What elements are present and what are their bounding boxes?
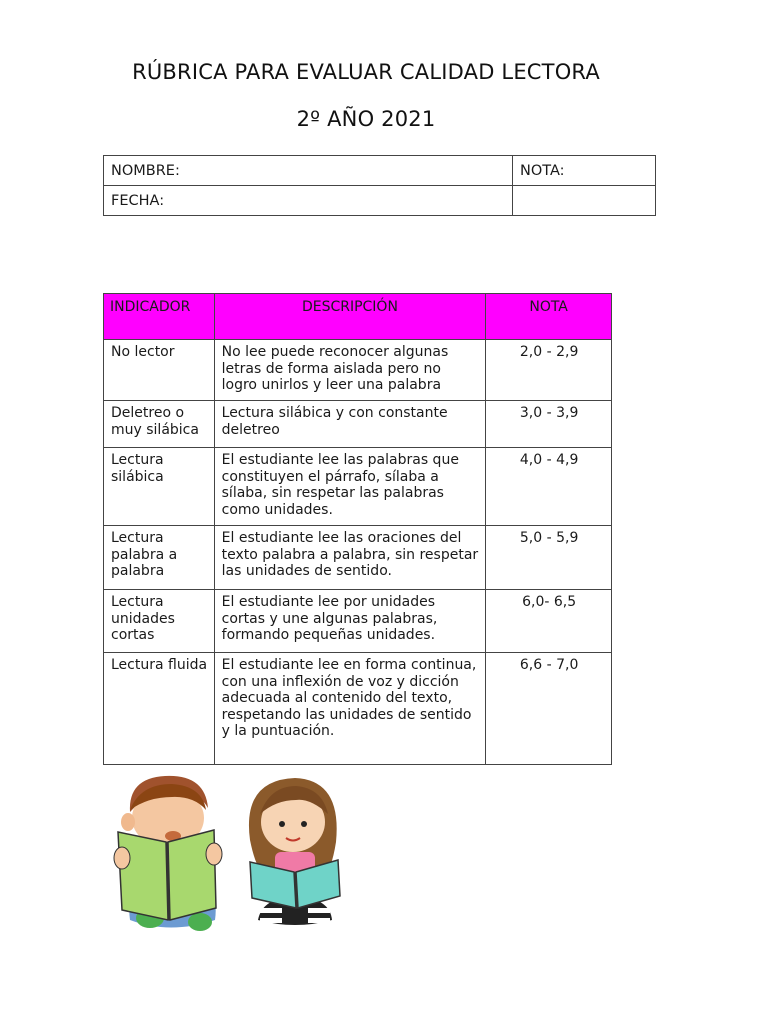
date-field[interactable]	[104, 186, 513, 216]
grade-label: NOTA:	[520, 162, 565, 179]
indicator-cell: Lectura palabra a palabra	[104, 526, 215, 590]
date-label: FECHA:	[111, 192, 165, 209]
grade-range-cell: 4,0 - 4,9	[486, 448, 612, 526]
grade-header: NOTA	[486, 294, 612, 340]
description-cell: El estudiante lee las palabras que constituyen el párrafo, sílaba a sílaba, sin respetar las palabras como unidades.	[214, 448, 486, 526]
children-reading-illustration	[110, 770, 370, 940]
indicator-cell: Lectura fluida	[104, 653, 215, 765]
document-subtitle: 2º AÑO 2021	[296, 107, 436, 131]
rubric-table	[103, 293, 612, 765]
description-cell: El estudiante lee en forma continua, con una inflexión de voz y dicción adecuada al contenido del texto, respetando las unidades de sentido y la puntuación.	[214, 653, 486, 765]
rubric-row	[104, 526, 612, 590]
rubric-row	[104, 590, 612, 653]
boy-reading-icon	[114, 776, 222, 931]
document-title: RÚBRICA PARA EVALUAR CALIDAD LECTORA	[132, 60, 600, 84]
indicator-cell: Lectura silábica	[104, 448, 215, 526]
grade-range-cell: 2,0 - 2,9	[486, 340, 612, 401]
indicator-cell: Deletreo o muy silábica	[104, 401, 215, 448]
indicator-cell: Lectura unidades cortas	[104, 590, 215, 653]
grade-range-cell: 6,0- 6,5	[486, 590, 612, 653]
description-cell: Lectura silábica y con constante deletreo	[214, 401, 486, 448]
name-label: NOMBRE:	[111, 162, 180, 179]
empty-grade-cell[interactable]	[513, 186, 656, 216]
grade-range-cell: 5,0 - 5,9	[486, 526, 612, 590]
rubric-row	[104, 653, 612, 765]
grade-field[interactable]	[513, 156, 656, 186]
description-cell: El estudiante lee las oraciones del texto palabra a palabra, sin respetar las unidades de sentido.	[214, 526, 486, 590]
rubric-row	[104, 401, 612, 448]
girl-reading-icon	[249, 778, 340, 925]
student-info-row	[104, 156, 656, 186]
description-cell: No lee puede reconocer algunas letras de forma aislada pero no logro unirlos y leer una palabra	[214, 340, 486, 401]
student-info-row	[104, 186, 656, 216]
name-field[interactable]	[104, 156, 513, 186]
description-header: DESCRIPCIÓN	[214, 294, 486, 340]
student-info-table	[103, 155, 656, 216]
grade-range-cell: 6,6 - 7,0	[486, 653, 612, 765]
rubric-row	[104, 448, 612, 526]
indicator-cell: No lector	[104, 340, 215, 401]
indicator-header: INDICADOR	[104, 294, 215, 340]
rubric-header-row	[104, 294, 612, 340]
grade-range-cell: 3,0 - 3,9	[486, 401, 612, 448]
description-cell: El estudiante lee por unidades cortas y une algunas palabras, formando pequeñas unidades.	[214, 590, 486, 653]
rubric-row	[104, 340, 612, 401]
